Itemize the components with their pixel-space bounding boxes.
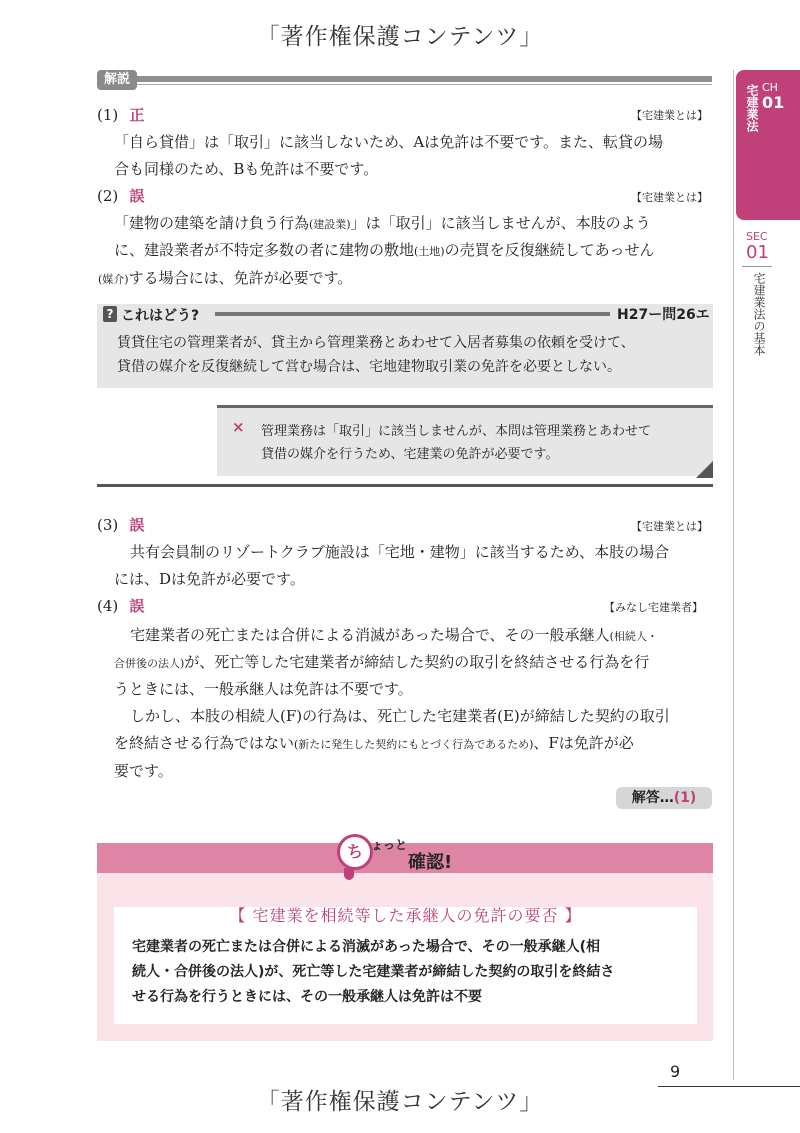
answer-line: 貸借の媒介を行うため、宅建業の免許が必要です。 <box>261 447 559 462</box>
item-line: 共有会員制のリゾートクラブ施設は「宅地・建物」に該当するため、本肢の場合 <box>130 543 670 561</box>
item-line: 「自ら貸借」は「取引」に該当しないため、Aは免許は不要です。また、転貸の場 <box>114 133 664 151</box>
item-4-header <box>97 595 144 616</box>
answer-line: 管理業務は「取引」に該当しませんが、本問は管理業務とあわせて <box>261 424 652 439</box>
item-number: (4) <box>97 597 119 615</box>
question-line: 賃貸住宅の管理業者が、貸主から管理業務とあわせて入居者募集の依頼を受けて、 <box>117 335 635 351</box>
header-rule <box>137 76 712 82</box>
item-line: に、建設業者が不特定多数の者に建物の敷地(土地)の売買を反復継続してあっせん <box>114 241 655 259</box>
item-line: 合も同様のため、Bも免許は不要です。 <box>114 160 379 178</box>
section-rule <box>742 266 772 267</box>
page-number: 9 <box>670 1062 681 1081</box>
check-heading: 【 宅建業を相続等した承継人の免許の要否 】 <box>229 906 582 925</box>
box-bottom-rule <box>97 484 713 487</box>
watermark-bottom: 「著作権保護コンテンツ」 <box>256 1089 544 1115</box>
watermark-top: 「著作権保護コンテンツ」 <box>256 24 544 50</box>
item-number: (2) <box>97 187 119 205</box>
item-line: 「建物の建築を請け負う行為(建設業)」は「取引」に該当しませんが、本肢のよう <box>114 214 651 232</box>
item-line: 要です。 <box>114 762 173 780</box>
page-number-rule <box>658 1086 800 1087</box>
item-line: しかし、本肢の相続人(F)の行為は、死亡した宅建業者(E)が締結した契約の取引 <box>130 707 670 725</box>
chapter-label: CH <box>762 81 778 94</box>
side-divider <box>733 70 734 1080</box>
item-verdict: 誤 <box>129 187 145 205</box>
answer-value: (1) <box>673 790 697 806</box>
question-answer-box <box>217 405 713 476</box>
check-line: せる行為を行うときには、その一般承継人は免許は不要 <box>132 989 482 1005</box>
section-number: 01 <box>746 242 769 263</box>
item-1-header <box>97 104 144 125</box>
check-line: 続人・合併後の法人)が、死亡等した宅建業者が締結した契約の取引を終結さ <box>132 964 615 980</box>
answer-label: 解答… <box>631 790 674 806</box>
item-verdict: 誤 <box>129 516 145 534</box>
item-2-header <box>97 185 144 206</box>
question-ref: H27ー問26エ <box>617 307 710 323</box>
item-line: には、Dは免許が必要です。 <box>114 570 305 588</box>
corner-fold-icon <box>696 461 713 478</box>
item-line: (媒介)する場合には、免許が必要です。 <box>98 269 353 287</box>
item-ref: 【宅建業とは】 <box>631 191 708 204</box>
check-title: 確認! <box>408 852 453 873</box>
item-3-header <box>97 514 144 535</box>
chapter-number: 01 <box>762 93 785 112</box>
cross-mark-icon: × <box>232 418 245 436</box>
item-verdict: 正 <box>129 106 145 124</box>
item-ref: 【みなし宅建業者】 <box>604 601 703 614</box>
check-bubble-icon: ち <box>337 834 373 870</box>
chapter-title: 宅建業法 <box>745 84 759 132</box>
answer-badge <box>616 787 712 809</box>
item-number: (1) <box>97 106 119 124</box>
item-line: を終結させる行為ではない(新たに発生した契約にもとづく行為であるため)、Fは免許が必 <box>114 734 634 752</box>
item-ref: 【宅建業とは】 <box>631 520 708 533</box>
question-line: 貸借の媒介を反復継続して営む場合は、宅地建物取引業の免許を必要としない。 <box>117 359 621 375</box>
item-number: (3) <box>97 516 119 534</box>
item-line: 合併後の法人)が、死亡等した宅建業者が締結した契約の取引を終結させる行為を行 <box>114 653 650 671</box>
question-icon: ? <box>103 306 117 322</box>
section-label: SEC <box>746 230 768 243</box>
bubble-tail-icon <box>344 868 354 880</box>
item-verdict: 誤 <box>129 597 145 615</box>
check-title-small: ょっと <box>371 838 408 852</box>
question-title: これはどう? <box>121 308 200 324</box>
question-rule <box>215 312 610 316</box>
item-line: うときには、一般承継人は免許は不要です。 <box>114 680 413 698</box>
check-line: 宅建業者の死亡または合併による消滅があった場合で、その一般承継人(相 <box>132 939 600 955</box>
kaisetsu-tag: 解説 <box>97 70 137 90</box>
section-title: 宅建業法の基本 <box>752 272 766 356</box>
item-line: 宅建業者の死亡または合併による消滅があった場合で、その一般承継人(相続人・ <box>130 626 658 644</box>
item-ref: 【宅建業とは】 <box>631 109 708 122</box>
